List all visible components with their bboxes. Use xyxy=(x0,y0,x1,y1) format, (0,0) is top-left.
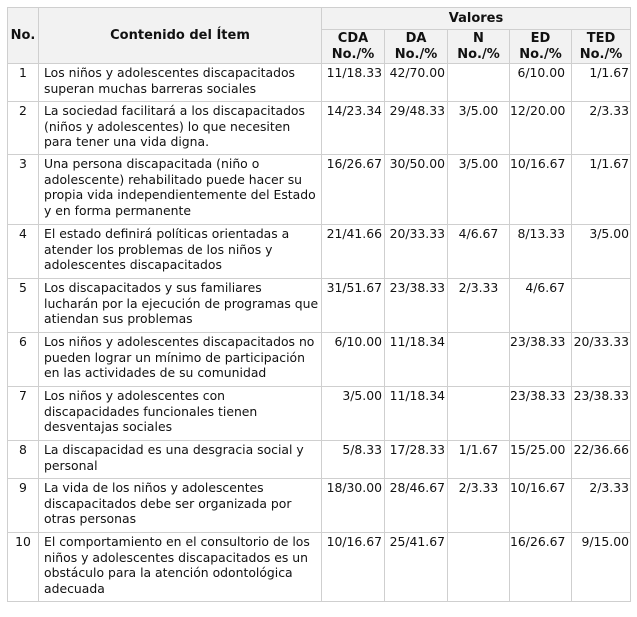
cell-da: 11/18.34 xyxy=(385,333,448,387)
header-col-da xyxy=(385,30,448,64)
cell-ed: 12/20.00 xyxy=(510,102,572,155)
header-col-code: N xyxy=(473,30,484,46)
table-row xyxy=(8,155,631,225)
header-content: Contenido del Ítem xyxy=(39,8,322,64)
survey-results-table xyxy=(7,7,631,602)
row-item-text: Los niños y adolescentes discapacitados no pueden lograr un mínimo de participación en las actividades de su comunidad xyxy=(39,333,322,387)
header-col-code: TED xyxy=(586,30,616,46)
cell-ted: 20/33.33 xyxy=(572,333,631,387)
header-col-ted xyxy=(572,30,631,64)
cell-da: 20/33.33 xyxy=(385,225,448,279)
cell-ted: 23/38.33 xyxy=(572,387,631,441)
cell-n: 2/3.33 xyxy=(448,479,510,533)
header-col-n xyxy=(448,30,510,64)
cell-ed: 16/26.67 xyxy=(510,533,572,602)
cell-cda: 5/8.33 xyxy=(322,441,385,479)
cell-ed: 4/6.67 xyxy=(510,279,572,333)
cell-da: 11/18.34 xyxy=(385,387,448,441)
cell-cda: 11/18.33 xyxy=(322,64,385,102)
row-item-text: La discapacidad es una desgracia social y personal xyxy=(39,441,322,479)
row-number: 10 xyxy=(8,533,39,602)
cell-da: 25/41.67 xyxy=(385,533,448,602)
row-item-text: El comportamiento en el consultorio de los niños y adolescentes discapacitados es un obstáculo para la atención odontológica adecuada xyxy=(39,533,322,602)
survey-table-container xyxy=(7,7,631,602)
cell-n xyxy=(448,387,510,441)
cell-n: 3/5.00 xyxy=(448,155,510,225)
header-no: No. xyxy=(8,8,39,64)
table-row xyxy=(8,279,631,333)
header-row-top xyxy=(8,8,631,30)
header-col-unit: No./% xyxy=(457,46,500,62)
header-col-cda xyxy=(322,30,385,64)
cell-ed: 23/38.33 xyxy=(510,387,572,441)
row-number: 3 xyxy=(8,155,39,225)
row-number: 4 xyxy=(8,225,39,279)
table-row xyxy=(8,225,631,279)
cell-ted: 1/1.67 xyxy=(572,155,631,225)
table-row xyxy=(8,387,631,441)
cell-da: 23/38.33 xyxy=(385,279,448,333)
header-col-unit: No./% xyxy=(579,46,623,62)
header-col-unit: No./% xyxy=(331,46,375,62)
row-number: 8 xyxy=(8,441,39,479)
table-row xyxy=(8,102,631,155)
cell-ed: 6/10.00 xyxy=(510,64,572,102)
cell-cda: 16/26.67 xyxy=(322,155,385,225)
cell-ted xyxy=(572,279,631,333)
cell-ted: 2/3.33 xyxy=(572,479,631,533)
cell-cda: 10/16.67 xyxy=(322,533,385,602)
table-row xyxy=(8,533,631,602)
cell-n xyxy=(448,64,510,102)
cell-n: 1/1.67 xyxy=(448,441,510,479)
header-col-unit: No./% xyxy=(394,46,438,62)
cell-ted: 22/36.66 xyxy=(572,441,631,479)
cell-da: 29/48.33 xyxy=(385,102,448,155)
header-values: Valores xyxy=(322,8,631,30)
cell-n xyxy=(448,533,510,602)
table-row xyxy=(8,64,631,102)
cell-ted: 2/3.33 xyxy=(572,102,631,155)
cell-cda: 21/41.66 xyxy=(322,225,385,279)
table-row xyxy=(8,333,631,387)
cell-cda: 18/30.00 xyxy=(322,479,385,533)
cell-ted: 9/15.00 xyxy=(572,533,631,602)
table-row xyxy=(8,479,631,533)
row-item-text: El estado definirá políticas orientadas a atender los problemas de los niños y adolescentes discapacitados xyxy=(39,225,322,279)
cell-cda: 3/5.00 xyxy=(322,387,385,441)
cell-da: 28/46.67 xyxy=(385,479,448,533)
header-col-code: ED xyxy=(530,30,551,46)
header-col-unit: No./% xyxy=(519,46,562,62)
cell-ted: 1/1.67 xyxy=(572,64,631,102)
cell-da: 17/28.33 xyxy=(385,441,448,479)
cell-n: 2/3.33 xyxy=(448,279,510,333)
header-col-ed xyxy=(510,30,572,64)
row-item-text: La sociedad facilitará a los discapacitados (niños y adolescentes) lo que necesiten para tener una vida digna. xyxy=(39,102,322,155)
row-item-text: La vida de los niños y adolescentes discapacitados debe ser organizada por otras personas xyxy=(39,479,322,533)
row-item-text: Los niños y adolescentes discapacitados superan muchas barreras sociales xyxy=(39,64,322,102)
cell-ed: 10/16.67 xyxy=(510,155,572,225)
row-number: 5 xyxy=(8,279,39,333)
cell-n: 4/6.67 xyxy=(448,225,510,279)
cell-da: 30/50.00 xyxy=(385,155,448,225)
cell-n: 3/5.00 xyxy=(448,102,510,155)
row-number: 1 xyxy=(8,64,39,102)
cell-ed: 23/38.33 xyxy=(510,333,572,387)
cell-ed: 15/25.00 xyxy=(510,441,572,479)
cell-n xyxy=(448,333,510,387)
cell-ed: 8/13.33 xyxy=(510,225,572,279)
row-number: 6 xyxy=(8,333,39,387)
row-number: 9 xyxy=(8,479,39,533)
row-number: 2 xyxy=(8,102,39,155)
row-item-text: Los niños y adolescentes con discapacidades funcionales tienen desventajas sociales xyxy=(39,387,322,441)
cell-da: 42/70.00 xyxy=(385,64,448,102)
cell-cda: 6/10.00 xyxy=(322,333,385,387)
row-item-text: Los discapacitados y sus familiares lucharán por la ejecución de programas que atiendan sus problemas xyxy=(39,279,322,333)
cell-cda: 31/51.67 xyxy=(322,279,385,333)
cell-ed: 10/16.67 xyxy=(510,479,572,533)
table-row xyxy=(8,441,631,479)
header-col-code: DA xyxy=(405,30,427,46)
cell-cda: 14/23.34 xyxy=(322,102,385,155)
row-item-text: Una persona discapacitada (niño o adolescente) rehabilitado puede hacer su propia vida independientemente del Estado y en forma permanente xyxy=(39,155,322,225)
row-number: 7 xyxy=(8,387,39,441)
header-col-code: CDA xyxy=(337,30,369,46)
cell-ted: 3/5.00 xyxy=(572,225,631,279)
